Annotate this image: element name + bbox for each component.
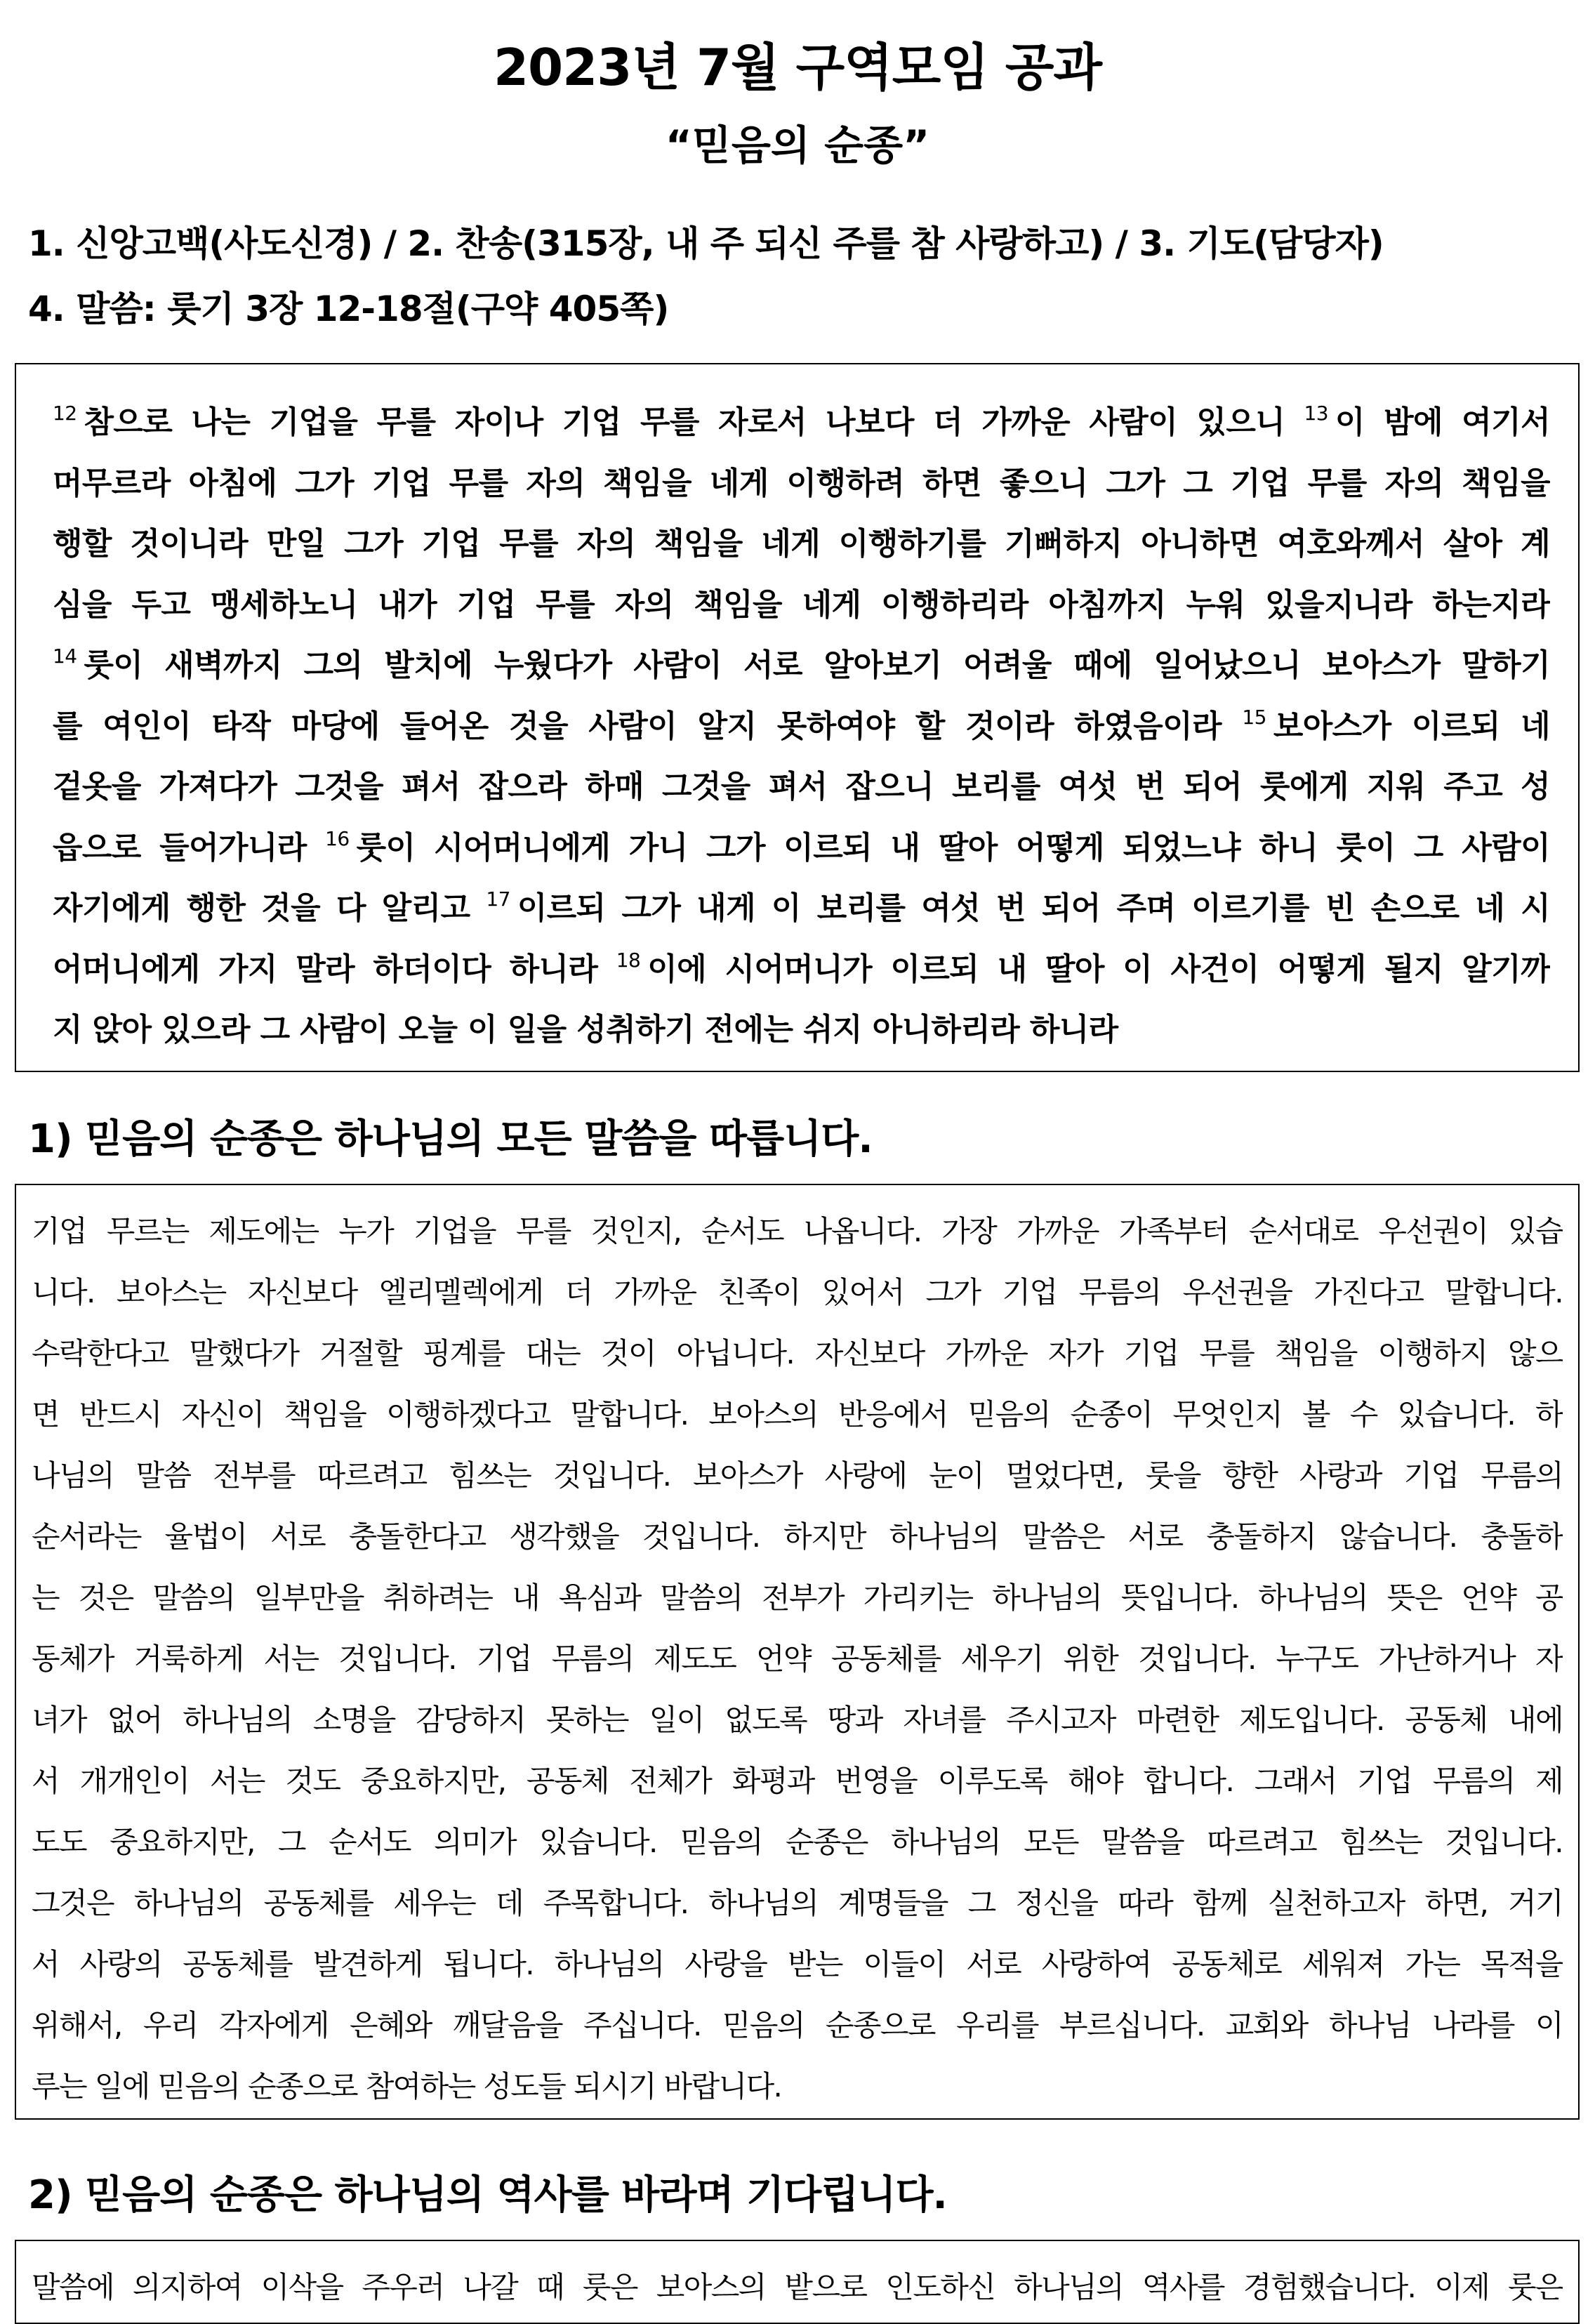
scripture-line (53, 939, 1550, 1001)
verse-text: 이르되 그가 내게 이 보리를 여섯 번 되어 주며 이르기를 빈 손으로 네 시 (517, 890, 1550, 926)
body-line: 루는 일에 믿음의 순종으로 참여하는 성도들 되시기 바랍니다. (32, 2069, 782, 2104)
verse-text: 어머니에게 가지 말라 하더이다 하니라 (53, 951, 616, 987)
body-line: 는 것은 말씀의 일부만을 취하려는 내 욕심과 말씀의 전부가 가리키는 하나님의 뜻입니다. 하나님의 뜻은 언약 공 (32, 1580, 1563, 1615)
verse-number: 16 (325, 826, 350, 850)
verse-number: 17 (486, 887, 510, 911)
verse-text: 를 여인이 타작 마당에 들어온 것을 사람이 알지 못하여야 할 것이라 하였음이라 (53, 708, 1243, 744)
section-1-body (15, 1184, 1580, 2120)
verse-text: 행할 것이니라 만일 그가 기업 무를 자의 책임을 네게 이행하기를 기뻐하지 아니하면 여호와께서 살아 계 (53, 526, 1550, 562)
verse-text: 지 앉아 있으라 그 사람이 오늘 이 일을 성취하기 전에는 쉬지 아니하리라 하니라 (53, 1012, 1118, 1048)
verse-text: 머무르라 아침에 그가 기업 무를 자의 책임을 네게 이행하려 하면 좋으니 그가 그 기업 무를 자의 책임을 (53, 465, 1550, 501)
verse-number: 12 (53, 402, 77, 425)
body-line: 니다. 보아스는 자신보다 엘리멜렉에게 더 가까운 친족이 있어서 그가 기업 무름의 우선권을 가진다고 말합니다. (32, 1275, 1563, 1309)
verse-text: 자기에게 행한 것을 다 알리고 (53, 890, 487, 926)
verse-text: 심을 두고 맹세하노니 내가 기업 무를 자의 책임을 네게 이행하리라 아침까지 누워 있을지니라 하는지라 (53, 586, 1550, 623)
page-title: 2023년 7월 구역모임 공과 (493, 38, 1102, 97)
scripture-line (53, 757, 1550, 818)
page-subtitle: “믿음의 순종” (665, 121, 930, 169)
scripture-line (53, 635, 1550, 696)
body-line: 도도 중요하지만, 그 순서도 의미가 있습니다. 믿음의 순종은 하나님의 모든 말씀을 따르려고 힘쓰는 것입니다. (32, 1825, 1563, 1859)
scripture-line (53, 392, 1550, 454)
service-order-line-1: 1. 신앙고백(사도신경) / 2. 찬송(315장, 내 주 되신 주를 참 사랑하고) / 3. 기도(담당자) (28, 223, 1384, 264)
verse-text: 참으로 나는 기업을 무를 자이나 기업 무를 자로서 나보다 더 가까운 사람이 있으니 (84, 404, 1304, 440)
scripture-line (53, 878, 1550, 939)
body-line: 그것은 하나님의 공동체를 세우는 데 주목합니다. 하나님의 계명들을 그 정신을 따라 함께 실천하고자 하면, 거기 (32, 1886, 1563, 1920)
verse-text: 룻이 새벽까지 그의 발치에 누웠다가 사람이 서로 알아보기 어려울 때에 일어났으니 보아스가 말하기 (84, 647, 1550, 683)
scripture-line (53, 454, 1550, 515)
body-line: 기업 무르는 제도에는 누가 기업을 무를 것인지, 순서도 나옵니다. 가장 가까운 가족부터 순서대로 우선권이 있습 (32, 1214, 1563, 1248)
section-1-heading: 1) 믿음의 순종은 하나님의 모든 말씀을 따릅니다. (28, 1116, 873, 1162)
body-line: 녀가 없어 하나님의 소명을 감당하지 못하는 일이 없도록 땅과 자녀를 주시고자 마련한 제도입니다. 공동체 내에 (32, 1703, 1563, 1737)
verse-text: 겉옷을 가져다가 그것을 펴서 잡으라 하매 그것을 펴서 잡으니 보리를 여섯 번 되어 룻에게 지워 주고 성 (53, 769, 1550, 805)
body-line: 말씀에 의지하여 이삭을 주우러 나갈 때 룻은 보아스의 밭으로 인도하신 하나님의 역사를 경험했습니다. 이제 룻은 (32, 2270, 1563, 2304)
scripture-line (53, 818, 1550, 879)
body-line: 서 사랑의 공동체를 발견하게 됩니다. 하나님의 사랑을 받는 이들이 서로 사랑하여 공동체로 세워져 가는 목적을 (32, 1947, 1563, 1981)
scripture-line (53, 1000, 1550, 1061)
verse-number: 18 (616, 948, 641, 972)
body-line: 서 개개인이 서는 것도 중요하지만, 공동체 전체가 화평과 번영을 이루도록 해야 합니다. 그래서 기업 무름의 제 (32, 1764, 1563, 1798)
service-order-line-2: 4. 말씀: 룻기 3장 12-18절(구약 405쪽) (28, 289, 669, 329)
verse-number: 14 (53, 645, 77, 668)
verse-text: 읍으로 들어가니라 (53, 829, 326, 866)
body-line: 순서라는 율법이 서로 충돌한다고 생각했을 것입니다. 하지만 하나님의 말씀은 서로 충돌하지 않습니다. 충돌하 (32, 1519, 1563, 1554)
body-line: 수락한다고 말했다가 거절할 핑계를 대는 것이 아닙니다. 자신보다 가까운 자가 기업 무를 책임을 이행하지 않으 (32, 1336, 1563, 1371)
body-line: 나님의 말씀 전부를 따르려고 힘쓰는 것입니다. 보아스가 사랑에 눈이 멀었다면, 룻을 향한 사랑과 기업 무름의 (32, 1458, 1563, 1493)
body-line: 면 반드시 자신이 책임을 이행하겠다고 말합니다. 보아스의 반응에서 믿음의 순종이 무엇인지 볼 수 있습니다. 하 (32, 1397, 1563, 1432)
verse-text: 이에 시어머니가 이르되 내 딸아 이 사건이 어떻게 될지 알기까 (647, 951, 1550, 987)
verse-text: 룻이 시어머니에게 가니 그가 이르되 내 딸아 어떻게 되었느냐 하니 룻이 그 사람이 (356, 829, 1550, 866)
section-2-heading: 2) 믿음의 순종은 하나님의 역사를 바라며 기다립니다. (28, 2172, 947, 2218)
body-line: 동체가 거룩하게 서는 것입니다. 기업 무름의 제도도 언약 공동체를 세우기 위한 것입니다. 누구도 가난하거나 자 (32, 1642, 1563, 1676)
scripture-line (53, 696, 1550, 758)
verse-number: 15 (1242, 705, 1266, 729)
scripture-box (15, 363, 1580, 1072)
verse-number: 13 (1304, 402, 1328, 425)
section-2-body (15, 2240, 1580, 2324)
scripture-line (53, 575, 1550, 636)
verse-text: 보아스가 이르되 네 (1273, 708, 1550, 744)
body-line: 위해서, 우리 각자에게 은혜와 깨달음을 주십니다. 믿음의 순종으로 우리를 부르십니다. 교회와 하나님 나라를 이 (32, 2008, 1563, 2042)
verse-text: 이 밤에 여기서 (1335, 404, 1550, 440)
scripture-line (53, 514, 1550, 575)
